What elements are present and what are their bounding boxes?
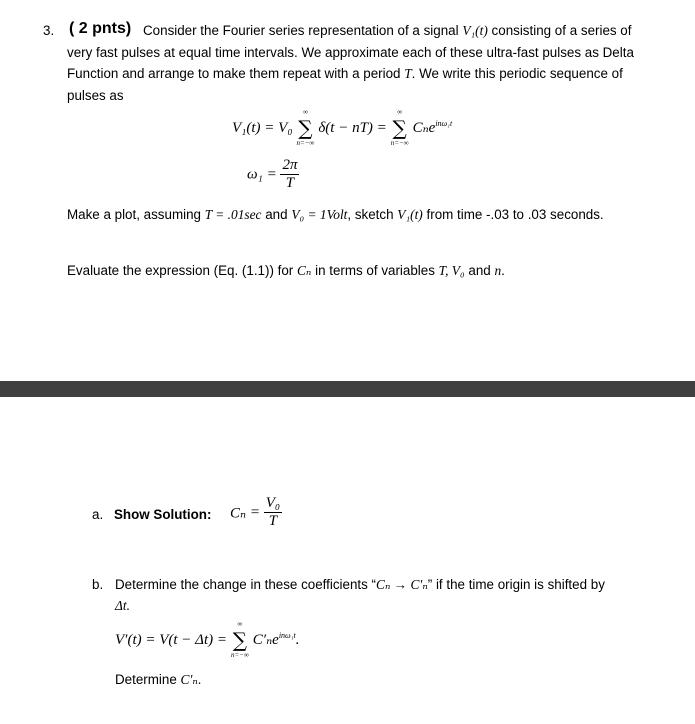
math-T: T <box>404 66 412 81</box>
part-a-denominator: T <box>268 513 278 530</box>
math-n: n <box>494 263 502 278</box>
sum-lower: n=−∞ <box>296 139 315 147</box>
part-b-dt <box>115 598 130 614</box>
sum-upper-3: ∞ <box>237 620 243 628</box>
sigma-glyph-3: ∑ <box>232 628 248 652</box>
plot-text-c: , sketch <box>347 207 394 222</box>
part-a-numerator: V₀ <box>264 495 282 513</box>
part-a-cn: Cₙ <box>230 505 247 522</box>
plot-instruction <box>67 207 604 223</box>
sum-upper: ∞ <box>302 108 308 116</box>
intro-text-1: Consider the Fourier series representation of a signal <box>143 23 459 38</box>
sum-upper-2: ∞ <box>397 108 403 116</box>
sum-symbol-3 <box>230 620 249 659</box>
eq3-exponent: inω₁t <box>278 631 296 640</box>
problem-number: 3. <box>43 23 55 38</box>
plot-text-b: and <box>265 207 288 222</box>
points-label: ( 2 pnts) <box>69 20 132 37</box>
eval-text-c: and <box>468 263 491 278</box>
sigma-glyph-2: ∑ <box>392 116 407 140</box>
part-b-text-b: ” if the time origin is shifted by <box>427 577 605 592</box>
sigma-glyph: ∑ <box>298 116 313 140</box>
part-b-determine-text: Determine <box>115 672 177 687</box>
eq3-rhs: C′ₙe <box>252 632 279 648</box>
eq1-mid: δ(t − nT) = <box>318 120 387 136</box>
math-T-val: T = .01sec <box>204 207 262 222</box>
intro-text-1-end: consisting of a series of <box>491 23 632 38</box>
eq1-lhs: V₁(t) = V₀ <box>232 120 293 136</box>
part-b-label: b. <box>92 577 104 592</box>
math-v1t: V₁(t) <box>462 23 488 38</box>
part-b-determine <box>115 672 201 688</box>
sum-lower-3: n=−∞ <box>230 651 249 659</box>
part-b-cprime: C′ₙ <box>180 672 198 687</box>
sum-symbol-2 <box>390 108 409 147</box>
math-TV0: T, V₀ <box>438 263 465 278</box>
sum-symbol <box>296 108 315 147</box>
intro-line-2: very fast pulses at equal time intervals. We approximate each of these ultra-fast pulses as Delta <box>67 45 634 60</box>
intro-line-4: pulses as <box>67 88 124 103</box>
equation-pulse-train <box>232 108 453 147</box>
eq1-exponent: inω₁t <box>435 119 453 128</box>
part-b-question <box>115 577 605 593</box>
math-V0-val: V₀ = 1Volt <box>291 207 348 222</box>
section-divider <box>0 381 695 397</box>
eq3-period: . <box>295 632 300 648</box>
part-b-determine-period: . <box>197 672 202 687</box>
intro-line-1 <box>143 23 631 39</box>
evaluate-instruction <box>67 263 505 279</box>
eq3-lhs: V′(t) = V(t − Δt) = <box>115 632 228 648</box>
math-v1t-2: V₁(t) <box>397 207 423 222</box>
eval-text-b: in terms of variables <box>315 263 435 278</box>
part-b-text-a: Determine the change in these coefficients “ <box>115 577 377 592</box>
plot-text-a: Make a plot, assuming <box>67 207 201 222</box>
omega-numerator: 2π <box>280 157 299 175</box>
part-a-fraction <box>264 495 282 531</box>
part-a-title: Show Solution: <box>114 507 212 522</box>
plot-text-d: from time -.03 to .03 seconds. <box>426 207 604 222</box>
intro-text-3a: Function and arrange to make them repeat with a period <box>67 66 401 81</box>
equals-sign: = <box>266 166 277 183</box>
part-b-arrow-expr: Cₙ → C′ₙ <box>376 577 428 592</box>
intro-text-3b: . We write this periodic sequence of <box>411 66 623 81</box>
equation-omega <box>247 157 299 193</box>
omega-lhs: ω₁ <box>247 166 263 183</box>
part-b-dt-period: . <box>126 598 130 613</box>
omega-fraction <box>280 157 299 193</box>
omega-denominator: T <box>285 175 295 192</box>
part-a-solution <box>230 495 282 531</box>
equation-shifted <box>115 620 300 659</box>
sum-lower-2: n=−∞ <box>390 139 409 147</box>
part-a-equals: = <box>249 504 260 521</box>
eq1-rhs: Cₙe <box>412 120 436 136</box>
math-Cn: Cₙ <box>297 263 312 278</box>
part-b-dt-value: Δt <box>115 598 127 613</box>
part-a-label: a. <box>92 507 104 522</box>
eval-period: . <box>501 263 505 278</box>
intro-line-3 <box>67 66 623 82</box>
eval-text-a: Evaluate the expression (Eq. (1.1)) for <box>67 263 294 278</box>
